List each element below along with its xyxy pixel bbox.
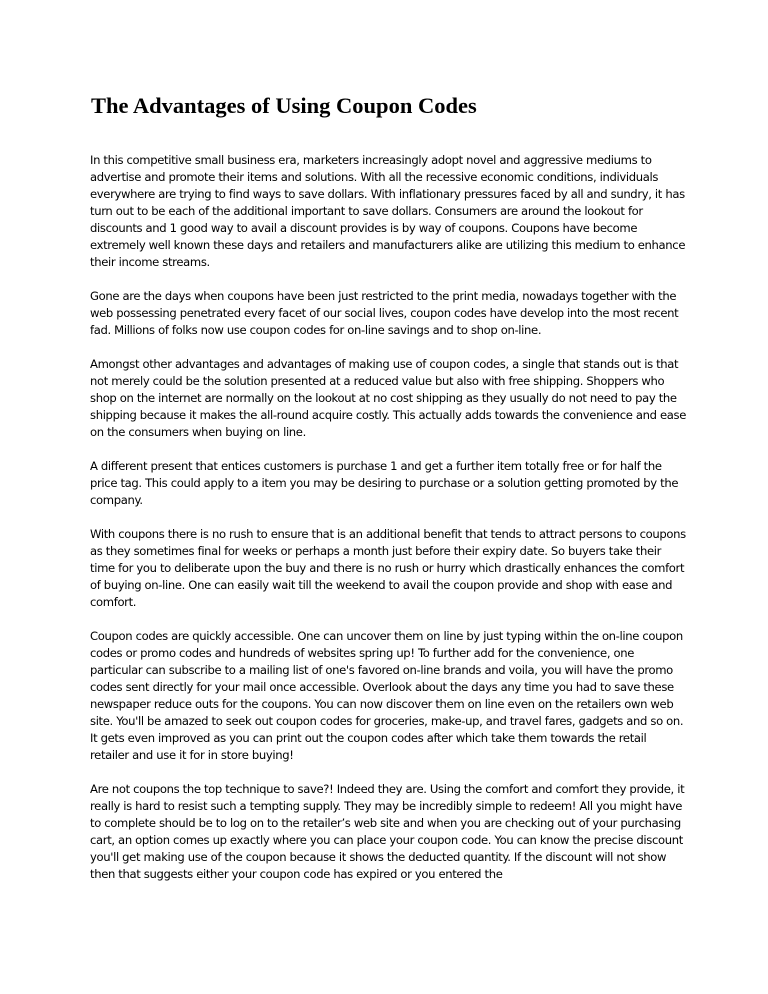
paragraph: Amongst other advantages and advantages of making use of coupon codes, a single that stands out is that not merely could be the solution presented at a reduced value but also with free shipping. Shoppers who shop on the internet are normally on the lookout at no cost shipping as they usually do not need to pay the shipping because it makes the all-round acquire costly. This actually adds towards the convenience and ease on the consumers when buying on line. (90, 357, 686, 439)
document-body (90, 152, 688, 900)
paragraph: Gone are the days when coupons have been just restricted to the print media, nowadays together with the web possessing penetrated every facet of our social lives, coupon codes have develop into the most recent fad. Millions of folks now use coupon codes for on-line savings and to shop on-line. (90, 289, 679, 337)
paragraph: A different present that entices customers is purchase 1 and get a further item totally free or for half the price tag. This could apply to a item you may be desiring to purchase or a solution getting promoted by the company. (90, 459, 679, 507)
paragraph: In this competitive small business era, marketers increasingly adopt novel and aggressive mediums to advertise and promote their items and solutions. With all the recessive economic conditions, individuals everywhere are trying to find ways to save dollars. With inflationary pressures faced by all and sundry, it has turn out to be each of the additional important to save dollars. Consumers are around the lookout for discounts and 1 good way to avail a discount provides is by way of coupons. Coupons have become extremely well known these days and retailers and manufacturers alike are utilizing this medium to enhance their income streams. (90, 153, 686, 269)
paragraph: Are not coupons the top technique to save?! Indeed they are. Using the comfort and comfort they provide, it really is hard to resist such a tempting supply. They may be incredibly simple to redeem! All you might have to complete should be to log on to the retailer’s web site and when you are checking out of your purchasing cart, an option comes up exactly where you can place your coupon code. You can know the precise discount you'll get making use of the coupon because it shows the deducted quantity. If the discount will not show then that suggests either your coupon code has expired or you entered the (90, 782, 685, 881)
paragraph: With coupons there is no rush to ensure that is an additional benefit that tends to attract persons to coupons as they sometimes final for weeks or perhaps a month just before their expiry date. So buyers take their time for you to deliberate upon the buy and there is no rush or hurry which drastically enhances the comfort of buying on-line. One can easily wait till the weekend to avail the coupon provide and shop with ease and comfort. (90, 527, 686, 609)
paragraph: Coupon codes are quickly accessible. One can uncover them on line by just typing within the on-line coupon codes or promo codes and hundreds of websites spring up! To further add for the convenience, one particular can subscribe to a mailing list of one's favored on-line brands and voila, you will have the promo codes sent directly for your mail once accessible. Overlook about the days any time you had to save these newspaper reduce outs for the coupons. You can now discover them on line even on the retailers own web site. You'll be amazed to seek out coupon codes for groceries, make-up, and travel fares, gadgets and so on. It gets even improved as you can print out the coupon codes after which take them towards the retail retailer and use it for in store buying! (90, 629, 684, 762)
document-title: The Advantages of Using Coupon Codes (91, 93, 477, 118)
